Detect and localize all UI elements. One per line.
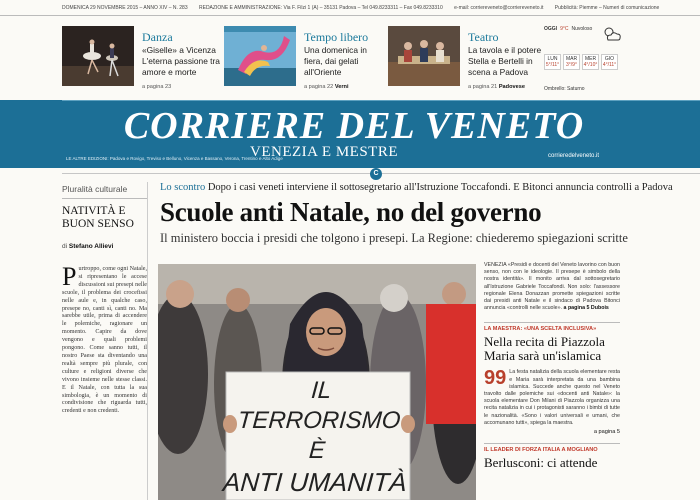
masthead: [0, 100, 700, 168]
newspaper-title[interactable]: CORRIERE DEL VENETO: [123, 105, 585, 147]
column-body: P urtroppo, come ogni Natale, si ripresentano le accese discussioni sui presepi nelle scuole, il problema dei crocefissi nelle aule e, in qualche caso, presepe no, canti sì, canti no. Ma sarebbe utile, prima di accendere le polemiche, ragionare un momento. Capire da dove vengono e quali problemi pongono. Come sanno tutti, il nostro Paese sta diventando una realtà sempre più plurale, con culture e religioni diverse che vivono insieme nelle stesse classi. E il Natale, con tutta la sua simbologia, è un momento di condivisione che riguarda tutti, credenti e non credenti.: [62, 262, 148, 415]
story-tag-2: IL LEADER DI FORZA ITALIA A MOGLIANO: [484, 443, 620, 453]
teaser-text: «Giselle» a Vicenza L'eterna passione tra amore e morte: [142, 45, 220, 77]
column-dropcap: P: [62, 262, 77, 291]
teaser-tempo-libero[interactable]: [224, 26, 384, 98]
lead-kicker: Lo scontro Dopo i casi veneti interviene il sottosegretario all'Istruzione Toccafondi. E Bitonci annuncia controlli a Padova: [160, 182, 673, 193]
quote-dropcap: 99: [484, 367, 507, 390]
teaser-teatro[interactable]: [388, 26, 548, 98]
top-info-strip: [0, 0, 700, 16]
column-title[interactable]: NATIVITÀ E BUON SENSO: [62, 205, 134, 230]
teaser-danza[interactable]: [62, 26, 222, 98]
teaser-text: Una domenica in fiera, dai gelati all'Oriente: [304, 45, 367, 77]
forecast-day: LUN 5°/11°: [545, 56, 560, 68]
teaser-text: La tavola e il potere Stella e Bertelli in scena a Padova: [468, 45, 542, 77]
theatre-photo: [388, 26, 460, 86]
issue-date: DOMENICA 29 NOVEMBRE 2015 – ANNO XIV – N. 283: [62, 5, 188, 11]
teaser-category: Danza: [142, 30, 173, 44]
edition-title: VENEZIA E MESTRE: [250, 144, 398, 160]
forecast-day: MAR 3°/9°: [563, 54, 580, 70]
office-address: REDAZIONE E AMMINISTRAZIONE: Via F. Filzi 1 (A) – 35131 Padova – Tel 049.8233311 – Fax 049.8233310: [199, 5, 443, 11]
protest-sign-text: [222, 376, 415, 498]
story-page: a pagina 5: [593, 429, 620, 436]
sign-line-2: È: [308, 437, 326, 464]
separator-band: [62, 168, 700, 178]
teaser-category: Teatro: [468, 30, 499, 44]
forecast-day: GIO 4°/11°: [602, 56, 617, 68]
forecast-day: MER 4°/10°: [583, 56, 598, 68]
partly-cloudy-icon: [602, 26, 622, 42]
story-headline[interactable]: Nella recita di Piazzola Maria sarà un'islamica: [484, 334, 605, 364]
weather-today: OGGI 9°C Nuvoloso: [544, 26, 593, 32]
lead-subhead: Il ministero boccia i presidi che tolgono i presepi. La Regione: chiederemo spiegazioni scritte: [160, 231, 628, 245]
masthead-rule: [62, 100, 700, 101]
teaser-page-tag: Padovese: [498, 84, 525, 90]
column-byline: di Stefano Allievi: [62, 243, 114, 250]
story-tag: LA MAESTRA: «UNA SCELTA INCLUSIVA»: [484, 322, 620, 332]
fair-photo: [224, 26, 296, 86]
story-body: 99 La festa natalizia della scuola elementare resta e Maria sarà interpretata da una bambina islamica. Succede anche questo nel Veneto travolto dalle polemiche sui «docenti anti Natale»: la scuola elementare Don Milani di Piazzola organizza una recita natalizia in cui i protagonisti saranno i bimbi di tutte le nazionalità. «Sono i valori universali e umani, che accomunano tutti», spiega la maestra.: [484, 367, 620, 426]
column-rule: [62, 198, 147, 199]
corriere-logo-icon: C: [370, 168, 382, 180]
lead-body: VENEZIA «Presidi e docenti del Veneto lavorino con buon senso, non con le ideologie. Il presepe è simbolo della nostra identità». Il monito arriva dal sottosegretario all'Istruzione Gabriele Toccafondi. Non solo: l'assessore regionale Elena Donazzan promette spiegazioni scritte dai presidi anti Natale e il sindaco di Padova Bitonci annuncia «controlli nelle scuole». a pagina 5 Dubois: [484, 262, 620, 312]
right-column: [484, 262, 620, 471]
teaser-page-tag: Verni: [334, 84, 349, 90]
website-link[interactable]: corrieredelveneto.it: [548, 153, 600, 159]
opinion-column: [62, 182, 148, 500]
story-headline-2[interactable]: Berlusconi: ci attende: [484, 455, 598, 471]
teaser-page: a pagina 22 Verni: [304, 84, 349, 90]
lead-photo: [158, 264, 476, 500]
teaser-page: a pagina 21 Padovese: [468, 84, 525, 90]
lead-headline[interactable]: Scuole anti Natale, no del governo: [160, 197, 542, 227]
weather-summary: Ombrello: Saturno: [544, 86, 585, 92]
sign-line-3: ANTI UMANITÀ: [222, 467, 408, 497]
weather-box: [544, 26, 624, 94]
weather-forecast: [544, 54, 618, 70]
sign-line-1: IL TERRORISMO: [236, 377, 402, 434]
ballet-photo: [62, 26, 134, 86]
teaser-page: a pagina 23: [142, 84, 172, 90]
column-section: Pluralità culturale: [62, 184, 128, 194]
ads-info: Pubblicità: Piemme – Numeri di comunicazione: [554, 5, 660, 11]
other-editions: LE ALTRE EDIZIONI: Padova e Rovigo, Treviso e Belluno, Vicenza e Bassano, Verona, Trentino e Alto Adige: [66, 156, 283, 161]
lead-article: [160, 182, 700, 246]
teaser-category: Tempo libero: [304, 30, 369, 44]
contact-email: e-mail: corriereveneto@corriereveneto.it: [454, 5, 544, 11]
